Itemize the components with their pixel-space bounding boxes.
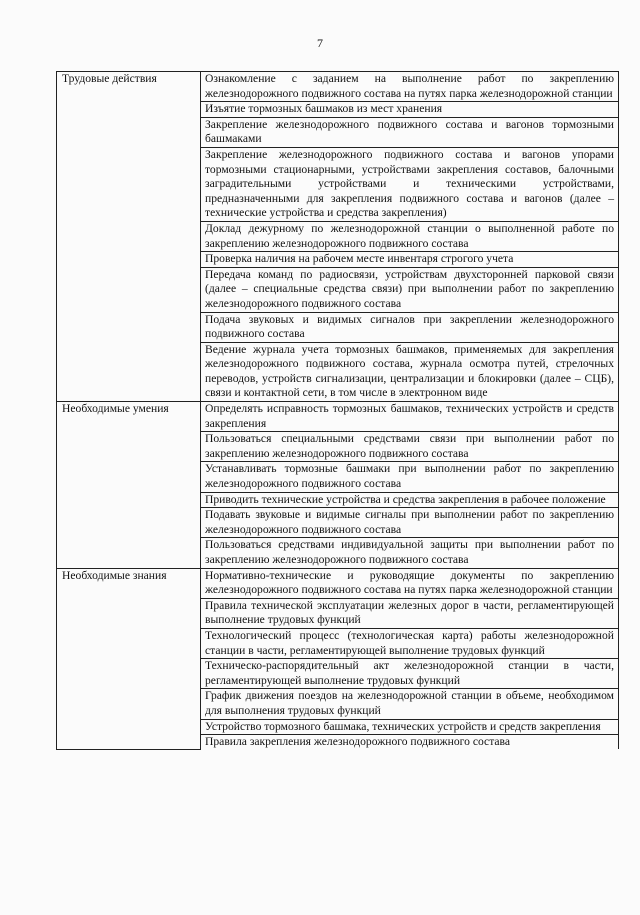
table-cell: Ознакомление с заданием на выполнение работ по закреплению железнодорожного подвижного состава на путях парка железнодорожной станции bbox=[201, 72, 619, 102]
table-cell: Закрепление железнодорожного подвижного состава и вагонов упорами тормозными стационарными, устройствами закрепления составов, балочными заградительными устройствами и техническими устройствами, предназначенными для закрепления подвижного состава и вагонов (далее – технические устройства и средства закрепления) bbox=[201, 147, 619, 221]
table-cell: Технологический процесс (технологическая карта) работы железнодорожной станции в части, регламентирующей выполнение трудовых функций bbox=[201, 628, 619, 658]
table-cell: Устройство тормозного башмака, технических устройств и средств закрепления bbox=[201, 719, 619, 735]
table-cell: Правила технической эксплуатации железных дорог в части, регламентирующей выполнение трудовых функций bbox=[201, 598, 619, 628]
section-label-required-knowledge: Необходимые знания bbox=[57, 568, 201, 749]
table-cell: Пользоваться специальными средствами связи при выполнении работ по закреплению железнодорожного подвижного состава bbox=[201, 432, 619, 462]
competency-table bbox=[56, 71, 619, 750]
table-cell: Передача команд по радиосвязи, устройствам двухсторонней парковой связи (далее – специальные средства связи) при выполнении работ по закреплению железнодорожного подвижного состава bbox=[201, 267, 619, 312]
section-label-labor-actions: Трудовые действия bbox=[57, 72, 201, 402]
table-row bbox=[57, 402, 619, 432]
table-cell: Пользоваться средствами индивидуальной защиты при выполнении работ по закреплению железнодорожного подвижного состава bbox=[201, 538, 619, 568]
table-row bbox=[57, 72, 619, 102]
page-number: 7 bbox=[317, 36, 323, 50]
table-cell: Закрепление железнодорожного подвижного состава и вагонов тормозными башмаками bbox=[201, 117, 619, 147]
table-cell: Доклад дежурному по железнодорожной станции о выполненной работе по закреплению железнодорожного подвижного состава bbox=[201, 221, 619, 251]
truncated-text: Правила закрепления железнодорожного подвижного состава bbox=[205, 735, 511, 749]
table-cell: Изъятие тормозных башмаков из мест хранения bbox=[201, 102, 619, 118]
table-cell: График движения поездов на железнодорожной станции в объеме, необходимом для выполнения трудовых функций bbox=[201, 689, 619, 719]
table-cell: Нормативно-технические и руководящие документы по закреплению железнодорожного подвижного состава на путях парка железнодорожной станции bbox=[201, 568, 619, 598]
table-cell-truncated bbox=[201, 735, 619, 750]
table-cell: Определять исправность тормозных башмаков, технических устройств и средств закрепления bbox=[201, 402, 619, 432]
table-cell: Проверка наличия на рабочем месте инвентаря строгого учета bbox=[201, 252, 619, 268]
table-cell: Приводить технические устройства и средства закрепления в рабочее положение bbox=[201, 492, 619, 508]
section-label-required-skills: Необходимые умения bbox=[57, 402, 201, 569]
table-row bbox=[57, 568, 619, 598]
table-cell: Подача звуковых и видимых сигналов при закреплении железнодорожного подвижного состава bbox=[201, 312, 619, 342]
table-cell: Подавать звуковые и видимые сигналы при выполнении работ по закреплению железнодорожного подвижного состава bbox=[201, 508, 619, 538]
table-cell: Ведение журнала учета тормозных башмаков, применяемых для закрепления железнодорожного подвижного состава, журнала осмотра путей, стрелочных переводов, устройств сигнализации, централизации и блокировки (далее – СЦБ), связи и контактной сети, в том числе в электронном виде bbox=[201, 342, 619, 401]
table-cell: Техническо-распорядительный акт железнодорожной станции в части, регламентирующей выполнение трудовых функций bbox=[201, 659, 619, 689]
table-cell: Устанавливать тормозные башмаки при выполнении работ по закреплению железнодорожного подвижного состава bbox=[201, 462, 619, 492]
